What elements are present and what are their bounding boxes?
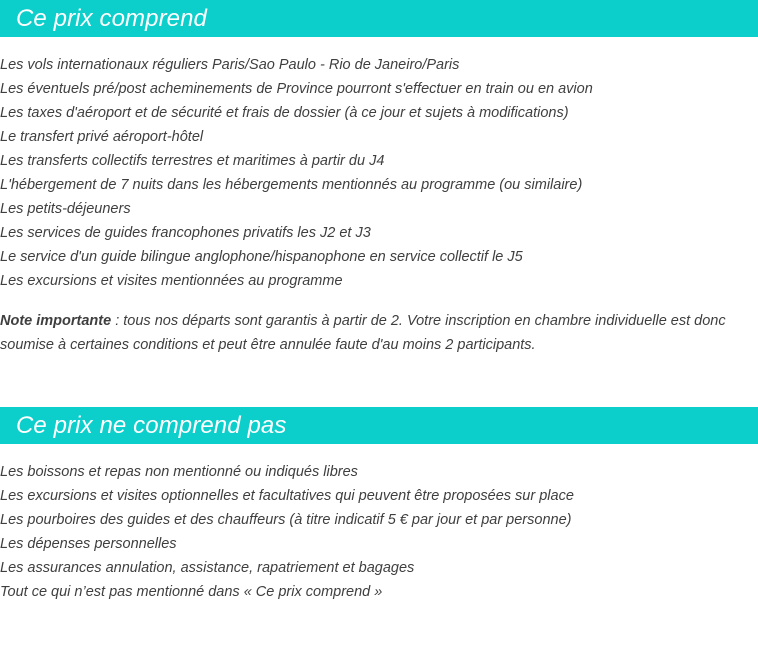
includes-item: Les éventuels pré/post acheminements de Province pourront s'effectuer en train ou en avion [0, 81, 593, 97]
includes-item: Les services de guides francophones privatifs les J2 et J3 [0, 225, 371, 241]
includes-item: Les taxes d'aéroport et de sécurité et frais de dossier (à ce jour et sujets à modifications) [0, 105, 569, 121]
excludes-item: Les excursions et visites optionnelles et facultatives qui peuvent être proposées sur place [0, 488, 574, 504]
includes-section-header [0, 0, 758, 37]
excludes-title: Ce prix ne comprend pas [16, 411, 287, 439]
important-note [0, 309, 740, 357]
excludes-list [0, 460, 574, 604]
excludes-item: Les assurances annulation, assistance, rapatriement et bagages [0, 560, 415, 576]
important-note-text: : tous nos départs sont garantis à partir de 2. Votre inscription en chambre individuelle est donc soumise à certaines conditions et peut être annulée faute d'au moins 2 participants. [0, 313, 726, 353]
excludes-item: Les dépenses personnelles [0, 536, 177, 552]
excludes-item: Tout ce qui n’est pas mentionné dans « Ce prix comprend » [0, 584, 383, 600]
includes-item: Les petits-déjeuners [0, 201, 131, 217]
includes-item: Les excursions et visites mentionnées au programme [0, 273, 343, 289]
includes-item: Les vols internationaux réguliers Paris/Sao Paulo - Rio de Janeiro/Paris [0, 57, 460, 73]
excludes-section-header [0, 407, 758, 444]
includes-item: L'hébergement de 7 nuits dans les hébergements mentionnés au programme (ou similaire) [0, 177, 583, 193]
includes-title: Ce prix comprend [16, 4, 208, 32]
includes-list [0, 53, 593, 293]
excludes-item: Les boissons et repas non mentionné ou indiqués libres [0, 464, 358, 480]
includes-item: Le transfert privé aéroport-hôtel [0, 129, 204, 145]
excludes-item: Les pourboires des guides et des chauffeurs (à titre indicatif 5 € par jour et par personne) [0, 512, 572, 528]
includes-item: Les transferts collectifs terrestres et maritimes à partir du J4 [0, 153, 385, 169]
includes-item: Le service d'un guide bilingue anglophone/hispanophone en service collectif le J5 [0, 249, 523, 265]
important-note-label: Note importante [0, 313, 112, 329]
